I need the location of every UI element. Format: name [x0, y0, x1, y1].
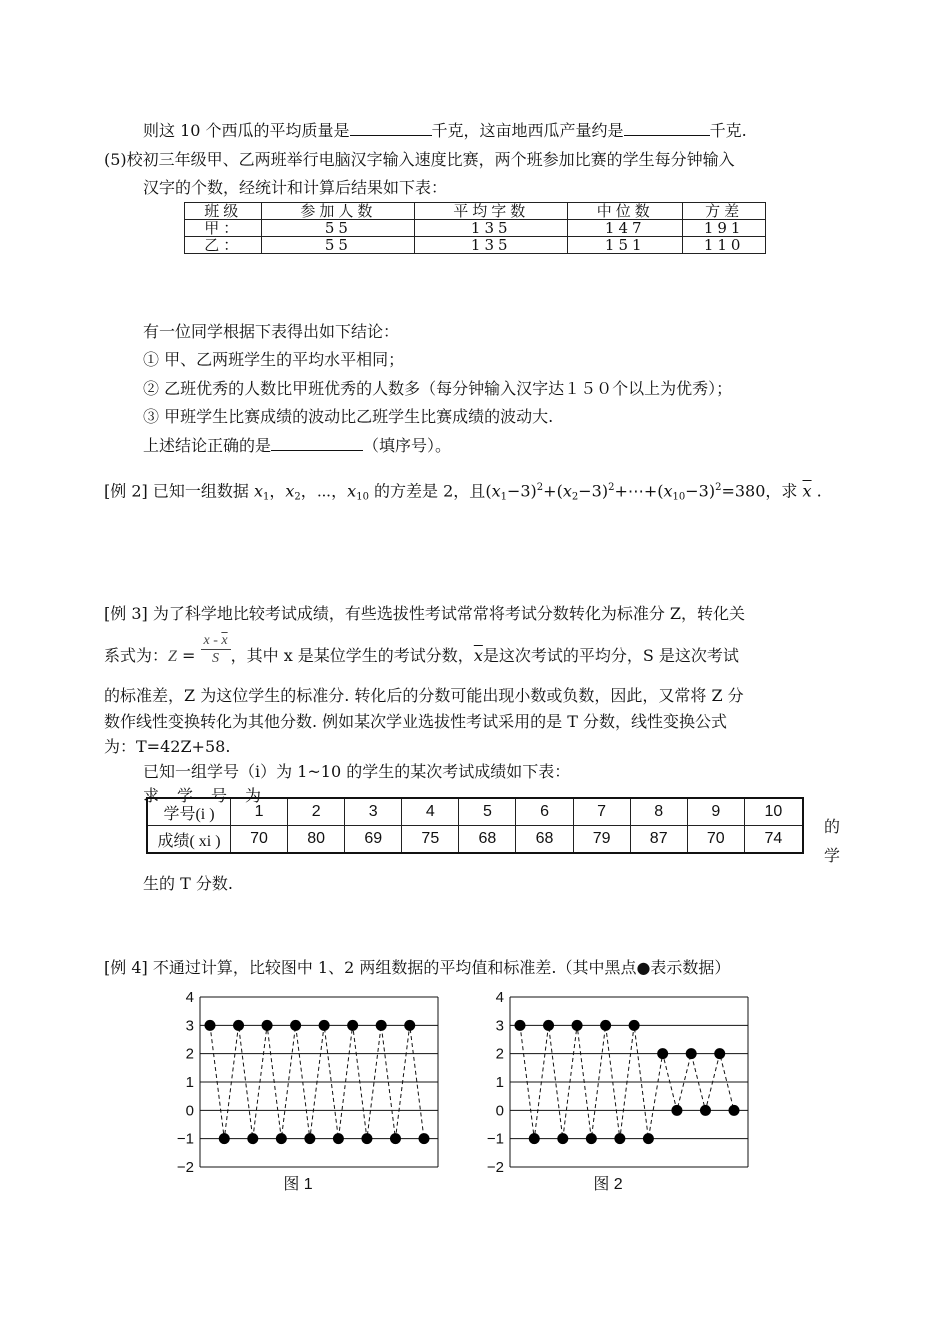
figure-caption: 图 2 [593, 1176, 623, 1193]
table-cell: 9 [687, 798, 744, 826]
data-point [686, 1048, 697, 1059]
table-cell: 乙： [185, 237, 262, 254]
table-cell: 74 [744, 826, 803, 854]
chart-figure-1 [160, 985, 450, 1195]
table-cell: 69 [345, 826, 402, 854]
y-tick-label: 4 [495, 989, 504, 1006]
table-cell: 7 [573, 798, 630, 826]
side-text: 学 [824, 846, 841, 865]
y-tick-label: 1 [185, 1074, 194, 1091]
table-cell: 55 [262, 237, 415, 254]
text: 的方差是 2，且 [374, 481, 486, 501]
table-cell: 80 [288, 826, 345, 854]
data-point [419, 1133, 430, 1144]
data-point [390, 1133, 401, 1144]
text: . [816, 481, 822, 501]
data-point [219, 1133, 230, 1144]
table-cell: 191 [683, 220, 766, 237]
row-label-id: 学号(i ) [147, 798, 231, 826]
text: =380，求 [721, 481, 798, 501]
y-tick-label: 0 [495, 1102, 504, 1120]
data-point [543, 1020, 554, 1031]
y-tick-label: 4 [185, 989, 194, 1006]
table-cell: 135 [415, 220, 568, 237]
text: 千克，这亩地西瓜产量约是 [431, 121, 624, 140]
table-cell: 70 [231, 826, 288, 854]
example-3-overlap: 求 学 号 为 [143, 786, 263, 805]
table-cell: 5 [459, 798, 516, 826]
y-tick-label: 3 [495, 1017, 504, 1035]
data-point [515, 1020, 526, 1031]
example-4: [例 4] 不通过计算，比较图中 1、2 两组数据的平均值和标准差.（其中黑点●表示数据） [104, 958, 731, 977]
answer-line [143, 435, 451, 456]
x-bar: $\overline{x}$ [802, 481, 812, 501]
y-tick-label: 2 [185, 1045, 194, 1063]
table-header: 平均字数 [415, 203, 568, 220]
example-3-p3: 的标准差，Z 为这位学生的标准分. 转化后的分数可能出现小数或负数，因此，又常将 Z 分 [104, 686, 744, 705]
table-header: 方差 [683, 203, 766, 220]
side-text: 的 [824, 817, 841, 836]
table-cell: 151 [568, 237, 683, 254]
data-point [205, 1020, 216, 1031]
table-header: 班级 [185, 203, 262, 220]
table-cell: 70 [687, 826, 744, 854]
table-cell: 3 [345, 798, 402, 826]
data-point [347, 1020, 358, 1031]
q5-line2: (5)校初三年级甲、乙两班举行电脑汉字输入速度比赛，两个班参加比赛的学生每分钟输入 [104, 150, 735, 169]
y-tick-label: −2 [486, 1159, 504, 1176]
speed-table [184, 202, 766, 254]
example-3-p7: 生的 T 分数. [143, 874, 233, 893]
table-cell: 2 [288, 798, 345, 826]
data-point [333, 1133, 344, 1144]
conclusion-2: ② 乙班优秀的人数比甲班优秀的人数多（每分钟输入汉字达１５０个以上为优秀）； [143, 379, 733, 398]
data-point [304, 1133, 315, 1144]
data-point [361, 1133, 372, 1144]
q5-line3: 汉字的个数，经统计和计算后结果如下表： [143, 178, 448, 197]
data-point [600, 1020, 611, 1031]
text: 上述结论正确的是 [143, 436, 272, 455]
conclusion-1: ① 甲、乙两班学生的平均水平相同； [143, 350, 405, 369]
data-point [700, 1105, 711, 1116]
table-cell: 55 [262, 220, 415, 237]
table-header: 中位数 [568, 203, 683, 220]
conclusion-intro: 有一位同学根据下表得出如下结论： [143, 322, 400, 341]
table-cell: 10 [744, 798, 803, 826]
data-point [247, 1133, 258, 1144]
data-point [404, 1020, 415, 1031]
conclusion-3: ③ 甲班学生比赛成绩的波动比乙班学生比赛成绩的波动大. [143, 407, 554, 426]
text: 系式为： [104, 646, 169, 665]
y-tick-label: −2 [176, 1159, 194, 1176]
table-row [147, 798, 803, 826]
table-cell: 79 [573, 826, 630, 854]
text: （填序号）。 [363, 436, 452, 455]
q5-line1 [143, 120, 747, 141]
text: [例 2] 已知一组数据 [104, 481, 254, 501]
answer-blank[interactable] [271, 435, 363, 451]
chart-figure-2 [470, 985, 760, 1195]
data-point [376, 1020, 387, 1031]
example-3-p4: 数作线性变换转化为其他分数. 例如某次学业选拔性考试采用的是 T 分数，线性变换公式 [104, 712, 728, 731]
data-point [643, 1133, 654, 1144]
table-header-row [185, 203, 766, 220]
table-cell: 68 [516, 826, 573, 854]
example-3-p5: 为：T=42Z+58. [104, 737, 231, 756]
table-row [185, 237, 766, 254]
y-tick-label: 0 [185, 1102, 194, 1120]
data-point [671, 1105, 682, 1116]
y-tick-label: −1 [486, 1130, 504, 1148]
table-row [185, 220, 766, 237]
data-point [557, 1133, 568, 1144]
y-tick-label: −1 [176, 1130, 194, 1148]
text: 则这 10 个西瓜的平均质量是 [143, 121, 350, 140]
figure-caption: 图 1 [283, 1176, 313, 1193]
table-cell: 甲： [185, 220, 262, 237]
data-point [529, 1133, 540, 1144]
table-row [147, 826, 803, 854]
data-point [233, 1020, 244, 1031]
data-point [572, 1020, 583, 1031]
table-cell: 4 [402, 798, 459, 826]
text: ，其中 x 是某位学生的考试分数， [230, 646, 474, 665]
score-table [146, 797, 804, 854]
table-cell: 8 [630, 798, 687, 826]
data-point [714, 1048, 725, 1059]
y-tick-label: 3 [185, 1017, 194, 1035]
example-3-p6: 已知一组学号（i）为 1~10 的学生的某次考试成绩如下表： [143, 762, 571, 781]
data-point [262, 1020, 273, 1031]
answer-blank[interactable] [350, 120, 432, 136]
data-point [729, 1105, 740, 1116]
data-point [614, 1133, 625, 1144]
table-cell: 75 [402, 826, 459, 854]
example-3-p1: [例 3] 为了科学地比较考试成绩，有些选拔性考试常常将考试分数转化为标准分 Z，转化关 [104, 604, 746, 623]
data-point [319, 1020, 330, 1031]
table-cell: 1 [231, 798, 288, 826]
table-cell: 6 [516, 798, 573, 826]
table-cell: 147 [568, 220, 683, 237]
answer-blank[interactable] [624, 120, 710, 136]
text: 千克. [709, 121, 747, 140]
y-tick-label: 1 [495, 1074, 504, 1091]
z-formula: $\frac{x - \overline{x}}{S}$ [201, 633, 231, 668]
row-label-score: 成绩( xi ) [147, 826, 231, 854]
data-point [586, 1133, 597, 1144]
data-point [290, 1020, 301, 1031]
data-point [276, 1133, 287, 1144]
data-point [657, 1048, 668, 1059]
table-cell: 68 [459, 826, 516, 854]
example-2: [例 2] 已知一组数据 $x_1$，$x_2$，⋯，$x_{10}$ 的方差是 2，且$(x_1-3)^2+(x_2-3)^2+\cdots+(x_{10}-3)^2=380$，求 $\overline{x}$ . [104, 481, 822, 503]
data-point [629, 1020, 640, 1031]
table-cell: 87 [630, 826, 687, 854]
table-cell: 135 [415, 237, 568, 254]
table-cell: 110 [683, 237, 766, 254]
y-tick-label: 2 [495, 1045, 504, 1063]
text: 是这次考试的平均分，S 是这次考试 [482, 646, 739, 665]
example-3-p2: 系式为：Z = $\frac{x - \overline{x}}{S}$ ，其中 x 是某位学生的考试分数，$\overline{x}$是这次考试的平均分，S 是这次考试 [104, 633, 739, 666]
table-header: 参加人数 [262, 203, 415, 220]
